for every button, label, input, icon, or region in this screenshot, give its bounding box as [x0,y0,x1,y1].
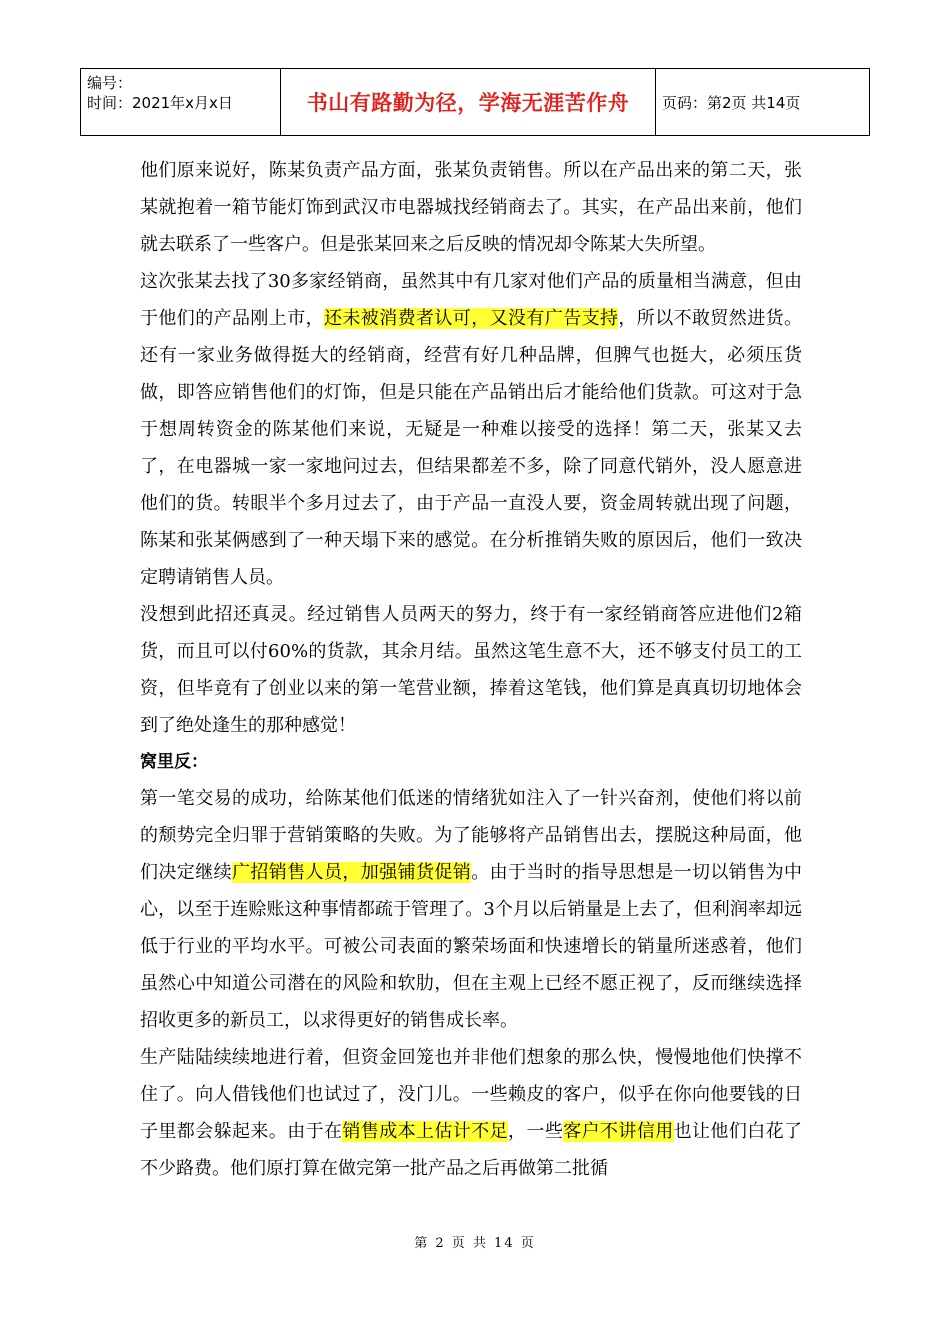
paragraph-text: 。由于当时的指导思想是一切以销售为中心，以至于连赊账这种事情都疏于管理了。3个月以后销量是上去了，但利润率却远低于行业的平均水平。可被公司表面的繁荣场面和快速增长的销量所迷惑着，他们虽然心中知道公司潜在的风险和软肋，但在主观上已经不愿正视了，反而继续选择招收更多的新员工，以求得更好的销售成长率。 [140,862,803,1031]
header-page-number: 页码：第2页 共14页 [662,93,801,112]
document-number-label: 编号： [87,74,133,92]
highlighted-text: 还未被消费者认可，又没有广告支持 [324,308,619,329]
paragraph [140,152,802,263]
paragraph [140,1039,802,1187]
paragraph-text: 没想到此招还真灵。经过销售人员两天的努力，终于有一家经销商答应进他们2箱货，而且可以付60%的货款，其余月结。虽然这笔生意不大，还不够支付员工的工资，但毕竟有了创业以来的第一笔营业额，捧着这笔钱，他们算是真真切切地体会到了绝处逢生的那种感觉！ [140,604,802,736]
paragraph-text: 也让他们白花了不少路费。他们原打算在做完第一批产品之后再做第二批循 [140,1121,803,1179]
paragraph-text: 这次张某去找了30多家经销商，虽然其中有几家对他们产品的质量相当满意，但由于他们的产品刚上市， [140,271,802,329]
paragraph-text: 生产陆陆续续地进行着，但资金回笼也并非他们想象的那么快，慢慢地他们快撑不住了。向人借钱他们也试过了，没门儿。一些赖皮的客户，似乎在你向他要钱的日子里都会躲起来。由于在 [140,1047,802,1142]
paragraph-text: 第一笔交易的成功，给陈某他们低迷的情绪犹如注入了一针兴奋剂，使他们将以前的颓势完全归罪于营销策略的失败。为了能够将产品销售出去，摆脱这种局面，他们决定继续 [140,788,802,883]
paragraph [140,263,802,596]
paragraph-text: ，所以不敢贸然进货。还有一家业务做得挺大的经销商，经营有好几种品牌，但脾气也挺大，必须压货做，即答应销售他们的灯饰，但是只能在产品销出后才能给他们货款。可这对于急于想周转资金的陈某他们来说，无疑是一种难以接受的选择！第二天，张某又去了，在电器城一家一家地问过去，但结果都差不多，除了同意代销外，没人愿意进他们的货。转眼半个多月过去了，由于产品一直没人要，资金周转就出现了问题，陈某和张某俩感到了一种天塌下来的感觉。在分析推销失败的原因后，他们一致决定聘请销售人员。 [140,308,803,588]
paragraph-group-2 [140,780,802,1187]
document-time-label: 时间：2021年x月x日 [87,94,233,112]
header-table [80,68,870,136]
highlighted-text: 广招销售人员，加强铺货促销 [232,862,472,883]
header-info-cell [81,69,281,135]
header-slogan: 书山有路勤为径，学海无涯苦作舟 [281,69,656,135]
section-heading: 窝里反： [140,752,208,772]
highlighted-text: 销售成本上估计不足 [342,1121,509,1142]
paragraph-text: 他们原来说好，陈某负责产品方面，张某负责销售。所以在产品出来的第二天，张某就抱着一箱节能灯饰到武汉市电器城找经销商去了。其实，在产品出来前，他们就去联系了一些客户。但是张某回来之后反映的情况却令陈某大失所望。 [140,160,802,255]
document-body [140,152,802,1187]
page-footer: 第 2 页 共 14 页 [414,1236,536,1251]
paragraph [140,780,802,1039]
paragraph [140,596,802,744]
paragraph-group-1 [140,152,802,744]
highlighted-text: 客户不讲信用 [563,1121,674,1142]
paragraph-text: ，一些 [508,1121,564,1142]
